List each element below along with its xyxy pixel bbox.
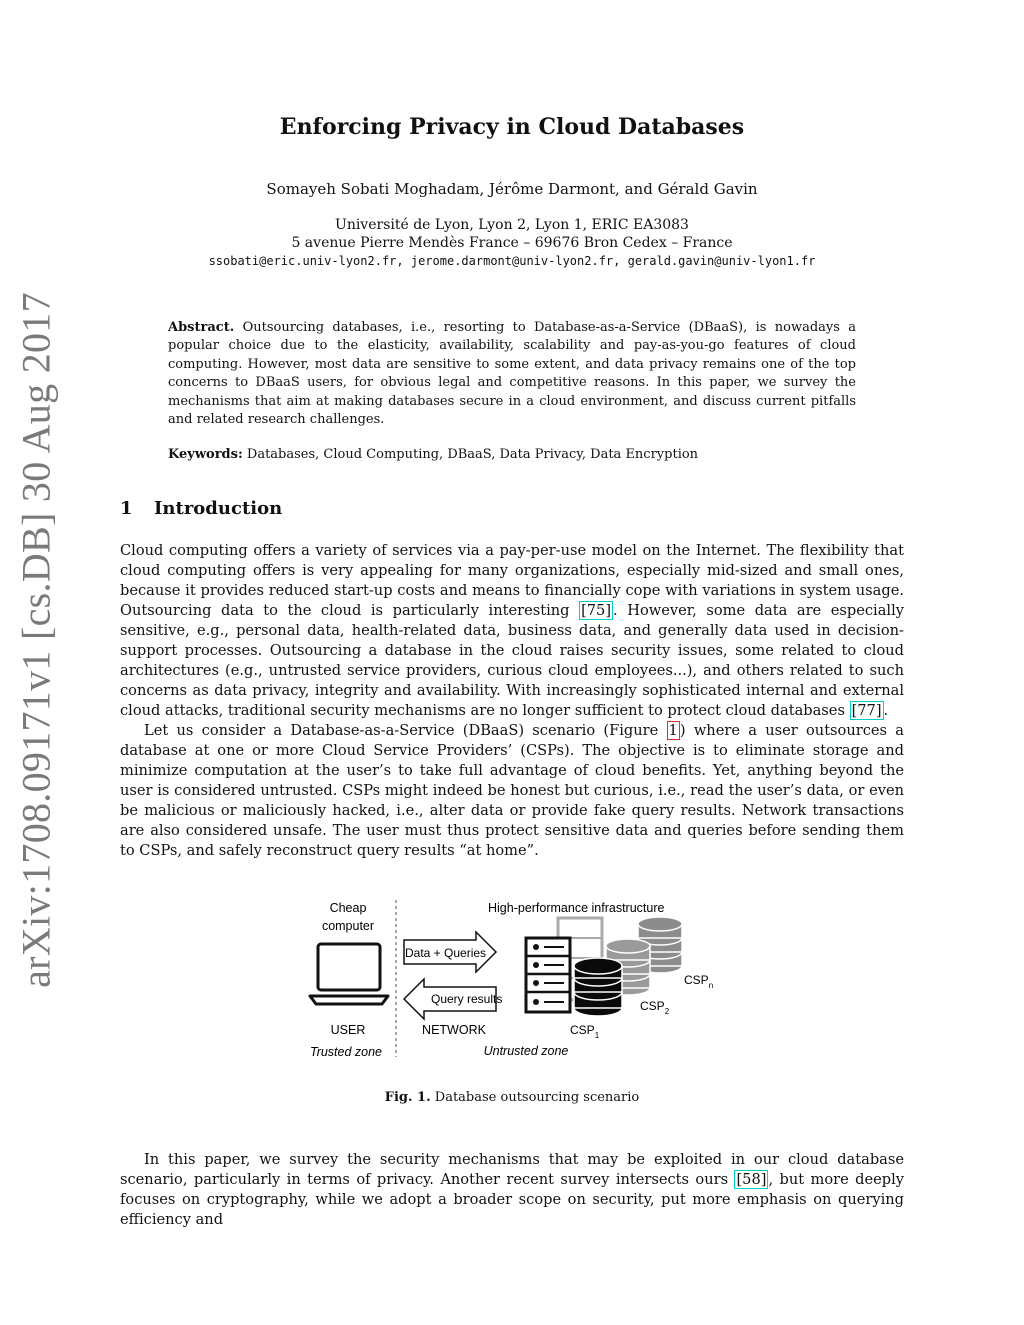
section-title: Introduction <box>154 498 283 519</box>
citation-77[interactable]: [77] <box>851 702 882 719</box>
server-rack-icon <box>526 938 570 1012</box>
citation-75[interactable]: [75] <box>581 602 612 619</box>
laptop-icon <box>310 944 388 1004</box>
affiliation-line-1: Université de Lyon, Lyon 2, Lyon 1, ERIC EA3083 <box>335 217 689 233</box>
section-number: 1 <box>120 498 133 519</box>
cheap-label-line-1: Cheap <box>329 901 367 915</box>
arxiv-identifier: arXiv:1708.09171v1 [cs.DB] 30 Aug 2017 <box>13 292 59 988</box>
intro-paragraph-1: Cloud computing offers a variety of services via a pay-per-use model on the Internet. The flexibility that cloud computing offers is very appealing for many organizations, especially mid-sized and small ones, because it provides reduced start-up costs and means to financially cope with variations in system usage. Outsourcing data to the cloud is particularly interesting [75] . However, some data are especially sensitive, e.g., personal data, health-related data, business data, and generally data used in decision-support processes. Outsourcing a database in the cloud raises security issues, some related to cloud architectures (e.g., untrusted service providers, curious cloud employees...), and others related to such concerns as data privacy, integrity and availability. With increasingly sophisticated internal and external cloud attacks, traditional security mechanisms are no longer sufficient to protect cloud databases [77] . <box>120 542 904 719</box>
query-results-label: Query results <box>431 992 503 1006</box>
data-queries-arrow <box>404 932 496 972</box>
paper-title: Enforcing Privacy in Cloud Databases <box>279 114 745 140</box>
figure-1 <box>304 892 720 1072</box>
figure-caption <box>120 1090 904 1105</box>
abstract <box>168 319 856 429</box>
high-performance-label: High-performance infrastructure <box>488 901 665 915</box>
csp-1-label: $CSP_1$ <box>570 1023 600 1040</box>
intro-paragraph-3: In this paper, we survey the security mechanisms that may be exploited in our cloud database scenario, particularly in terms of privacy. Another recent survey intersects ours [58] , but more deeply focuses on cryptography, while we adopt a broader scope on security, put more emphasis on querying efficiency and <box>120 1151 904 1228</box>
database-outsourcing-diagram <box>304 892 720 1072</box>
user-label: USER <box>330 1023 366 1037</box>
author-emails: ssobati@eric.univ-lyon2.fr, jerome.darmont@univ-lyon2.fr, gerald.gavin@univ-lyon1.fr <box>208 254 816 268</box>
citation-58[interactable]: [58] <box>736 1171 767 1188</box>
intro-paragraph-2: Let us consider a Database-as-a-Service (DBaaS) scenario (Figure 1 ) where a user outsources a database at one or more Cloud Service Providers’ (CSPs). The objective is to eliminate storage and minimize computation at the user’s to take full advantage of cloud benefits. Yet, anything beyond the user is considered untrusted. CSPs might indeed be honest but curious, i.e., read the user’s data, or even be malicious or maliciously hacked, i.e., alter data or provide fake query results. Network transactions are also considered unsafe. The user must thus protect sensitive data and queries before sending them to CSPs, and safely reconstruct query results “at home”. <box>120 722 904 859</box>
abstract-text: Outsourcing databases, i.e., resorting to Database-as-a-Service (DBaaS), is nowadays a popular choice due to the elasticity, availability, scalability and pay-as-you-go features of cloud computing. However, most data are sensitive to some extent, and data privacy remains one of the top concerns to DBaaS users, for obvious legal and competitive reasons. In this paper, we survey the mechanisms that aim at making databases secure in a cloud environment, and discuss current pitfalls and related research challenges. <box>168 320 856 428</box>
keywords-text: Databases, Cloud Computing, DBaaS, Data Privacy, Data Encryption <box>246 447 699 462</box>
affiliation <box>120 216 904 252</box>
keywords-label: Keywords: <box>168 447 243 462</box>
caption-text: Database outsourcing scenario <box>434 1090 640 1105</box>
network-label: NETWORK <box>422 1023 486 1037</box>
paper-authors: Somayeh Sobati Moghadam, Jérôme Darmont, and Gérald Gavin <box>266 180 758 198</box>
cheap-label-line-2: computer <box>321 919 375 933</box>
database-csp-1-icon <box>574 958 622 1016</box>
data-queries-label: Data + Queries <box>405 946 487 960</box>
abstract-label: Abstract. <box>168 320 235 335</box>
untrusted-zone-label: Untrusted zone <box>483 1044 569 1058</box>
csp-n-label: $CSP_n$ <box>684 973 714 990</box>
figure-reference-1[interactable]: 1 <box>668 722 678 739</box>
csp-2-label: $CSP_2$ <box>640 999 670 1016</box>
caption-label: Fig. 1. <box>384 1090 431 1105</box>
keywords <box>168 447 856 462</box>
section-heading <box>120 498 282 519</box>
affiliation-line-2: 5 avenue Pierre Mendès France – 69676 Bron Cedex – France <box>291 235 733 251</box>
query-results-arrow <box>404 979 502 1019</box>
trusted-zone-label: Trusted zone <box>309 1045 383 1059</box>
